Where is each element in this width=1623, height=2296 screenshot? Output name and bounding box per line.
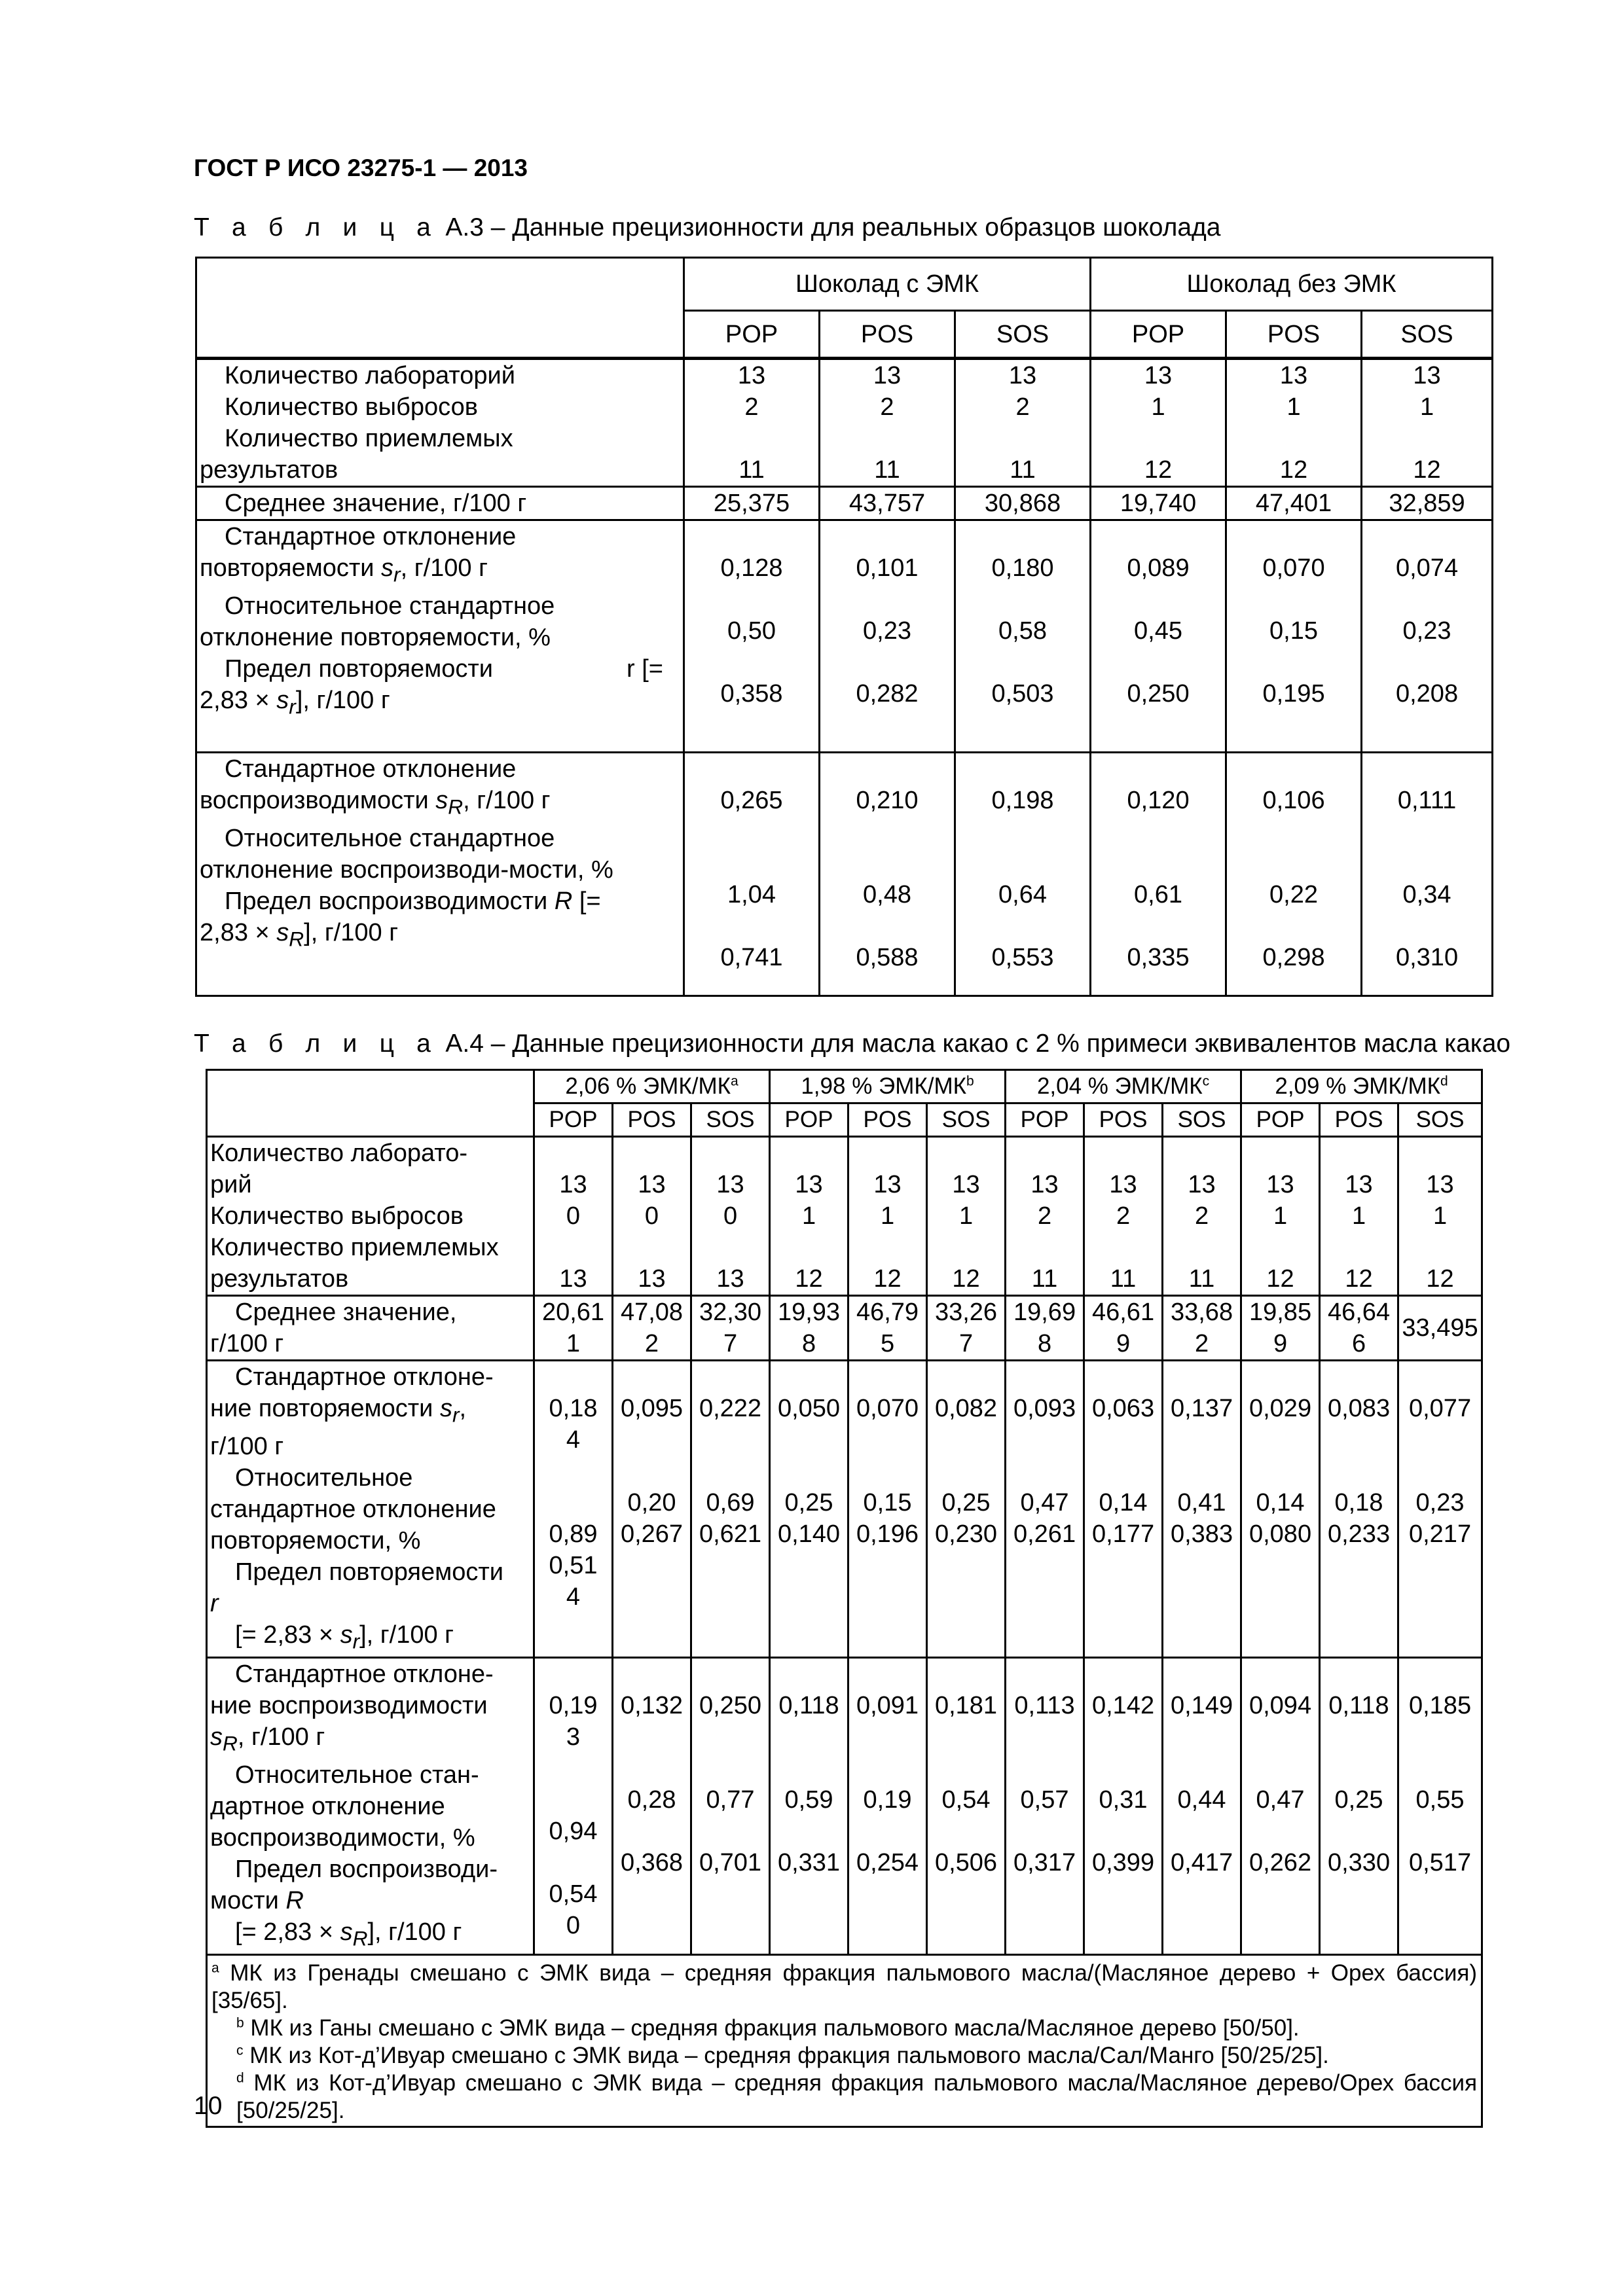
table-a3-column-header: POP xyxy=(1091,311,1226,359)
table-a4-footnotes-row xyxy=(207,1955,1482,2127)
table-a3-repeatability-labels xyxy=(196,520,684,753)
table-a3-cell: 0,074 0,23 0,208 xyxy=(1362,520,1493,753)
table-a3-cell: 0,198 0,64 0,553 xyxy=(955,753,1091,996)
table-a4-cell: 13 0 13 xyxy=(691,1137,770,1296)
table-a4-cell: 47,08 2 xyxy=(613,1296,691,1361)
table-a3-cell: 13 1 12 xyxy=(1362,359,1493,487)
table-a3-group-header: Шоколад с ЭМК xyxy=(684,258,1091,311)
footnote: $^a$ МК из Гренады смешано с ЭМК вида – средняя фракция пальмового масла/(Масляное дерево + Орех бассия) [35/65]. xyxy=(211,1960,1478,2014)
label-mean: Среднее значение, г/100 г xyxy=(196,487,684,520)
table-a4-cell: 0,118 0,59 0,331 xyxy=(770,1658,848,1955)
label-accepted-cont: результатов xyxy=(200,456,338,484)
table-a4-cell: 0,094 0,47 0,262 xyxy=(1241,1658,1320,1955)
table-a4-cell: 13 2 11 xyxy=(1006,1137,1084,1296)
table-a4-column-header: SOS xyxy=(1163,1103,1241,1137)
footnote: $^c$ МК из Кот-д’Ивуар смешано с ЭМК вида – средняя фракция пальмового масла/Сал/Манго [50/25/25]. xyxy=(236,2043,1329,2069)
table-a4-row-label: Среднее значение, г/100 г xyxy=(207,1296,534,1361)
table-a3-cell: 32,859 xyxy=(1362,487,1493,520)
table-a4-footnotes xyxy=(207,1955,1482,2127)
table-a3-mean-row xyxy=(196,487,1493,520)
document-header: ГОСТ Р ИСО 23275-1 — 2013 xyxy=(194,154,528,181)
table-a3-reproducibility-row xyxy=(196,753,1493,996)
table-a3-cell: 13 1 12 xyxy=(1091,359,1226,487)
table-a4-cell: 0,222 0,69 0,621 xyxy=(691,1361,770,1658)
label-sR-cont: воспроизводимости $s_R$, г/100 г xyxy=(200,787,551,819)
table-a4-cell: 0,077 0,23 0,217 xyxy=(1398,1361,1482,1658)
table-a4-cell: 0,118 0,25 0,330 xyxy=(1320,1658,1398,1955)
table-a4-column-header: SOS xyxy=(927,1103,1006,1137)
table-a3-repeatability-row xyxy=(196,520,1493,753)
table-a4-cell: 0,185 0,55 0,517 xyxy=(1398,1658,1482,1955)
table-a4-cell: 33,495 xyxy=(1398,1296,1482,1361)
table-a4-cell: 0,149 0,44 0,417 xyxy=(1163,1658,1241,1955)
label-R: Предел воспроизводимости R [= xyxy=(225,887,601,915)
table-a4-counts-row xyxy=(207,1137,1482,1296)
table-a4-group-header: 2,09 % ЭМК/$МК^d$ xyxy=(1241,1070,1482,1103)
table-a4-cell: 13 2 11 xyxy=(1163,1137,1241,1296)
table-a3-cell: 13 2 11 xyxy=(684,359,820,487)
table-a4-cell: 0,132 0,28 0,368 xyxy=(613,1658,691,1955)
table-a3-column-header: POP xyxy=(684,311,820,359)
table-a3-cell: 0,128 0,50 0,358 xyxy=(684,520,820,753)
table-a3-counts-labels xyxy=(196,359,684,487)
label-rsdr-cont: отклонение повторяемости, % xyxy=(200,623,551,651)
label-sR: Стандартное отклонение xyxy=(225,755,517,783)
table-a3-cell: 0,265 1,04 0,741 xyxy=(684,753,820,996)
label-r-cont: $2,83 \times s_r$], г/100 г xyxy=(200,686,390,719)
label-labs: Количество лабораторий xyxy=(225,362,515,389)
table-a3-group-header: Шоколад без ЭМК xyxy=(1091,258,1493,311)
table-a4-cell: 0,070 0,15 0,196 xyxy=(848,1361,927,1658)
table-a4-cell: 0,18 4 0,89 0,51 4 xyxy=(534,1361,613,1658)
table-a3-cell: 0,111 0,34 0,310 xyxy=(1362,753,1493,996)
table-a4-column-header: SOS xyxy=(691,1103,770,1137)
table-a3-cell: 19,740 xyxy=(1091,487,1226,520)
table-a4-column-header: POS xyxy=(613,1103,691,1137)
table-a3-counts-row xyxy=(196,359,1493,487)
table-a4-cell: 0,095 0,20 0,267 xyxy=(613,1361,691,1658)
table-a4-cell: 0,137 0,41 0,383 xyxy=(1163,1361,1241,1658)
table-a4-cell: 13 1 12 xyxy=(1320,1137,1398,1296)
table-a4-cell: 13 1 12 xyxy=(848,1137,927,1296)
table-a4-group-header: 1,98 % ЭМК/$МК^b$ xyxy=(770,1070,1006,1103)
label-rsdR-cont: отклонение воспроизводи-мости, % xyxy=(200,855,613,884)
table-a3-cell: 25,375 xyxy=(684,487,820,520)
label-sr-cont: повторяемости $s_r$, г/100 г xyxy=(200,554,488,586)
table-a4-column-header: SOS xyxy=(1398,1103,1482,1137)
table-a3-cell: 0,089 0,45 0,250 xyxy=(1091,520,1226,753)
table-a4-cell: 0,029 0,14 0,080 xyxy=(1241,1361,1320,1658)
table-a3-cell: 0,120 0,61 0,335 xyxy=(1091,753,1226,996)
table-a3-cell: 0,210 0,48 0,588 xyxy=(820,753,955,996)
table-a3-cell: 0,101 0,23 0,282 xyxy=(820,520,955,753)
table-a4-column-header: POP xyxy=(770,1103,848,1137)
table-a4-cell: 0,250 0,77 0,701 xyxy=(691,1658,770,1955)
table-a3-column-header: SOS xyxy=(955,311,1091,359)
table-a4-cell: 13 2 11 xyxy=(1084,1137,1163,1296)
table-a4-cell: 19,85 9 xyxy=(1241,1296,1320,1361)
table-a4-row-label: Количество лаборато- рий Количество выбросов Количество приемлемых результатов xyxy=(207,1137,534,1296)
table-a4-corner-cell xyxy=(207,1070,534,1137)
table-a3-reproducibility-labels xyxy=(196,753,684,996)
page-number: 10 xyxy=(194,2092,223,2120)
table-a4-cell: 46,64 6 xyxy=(1320,1296,1398,1361)
table-a3-cell: 0,070 0,15 0,195 xyxy=(1226,520,1362,753)
table-a4-row-label: Стандартное отклоне- ние повторяемости $s_r$, г/100 г Относительное стандартное отклонение повторяемости, % Предел повторяемости r [= $2,83 \times s_r$], г/100 г xyxy=(207,1361,534,1658)
table-a3-cell: 43,757 xyxy=(820,487,955,520)
table-a4-column-header: POP xyxy=(1241,1103,1320,1137)
table-a4-column-header: POP xyxy=(1006,1103,1084,1137)
table-a4-cell: 46,79 5 xyxy=(848,1296,927,1361)
table-a4-cell: 0,113 0,57 0,317 xyxy=(1006,1658,1084,1955)
table-a3-column-header: POS xyxy=(1226,311,1362,359)
label-r: Предел повторяемости r [= xyxy=(225,655,663,683)
table-a4-cell: 0,142 0,31 0,399 xyxy=(1084,1658,1163,1955)
table-a4-cell: 13 0 13 xyxy=(613,1137,691,1296)
table-a3-cell: 13 2 11 xyxy=(820,359,955,487)
table-a4-cell: 0,050 0,25 0,140 xyxy=(770,1361,848,1658)
label-R-cont: $2,83 \times s_R$], г/100 г xyxy=(200,918,399,951)
table-a4-cell: 13 1 12 xyxy=(770,1137,848,1296)
table-a4-group-header-row xyxy=(207,1070,1482,1103)
table-a4-column-header: POS xyxy=(848,1103,927,1137)
table-a4-cell: 0,082 0,25 0,230 xyxy=(927,1361,1006,1658)
table-a4-cell: 46,61 9 xyxy=(1084,1296,1163,1361)
label-rsdR: Относительное стандартное xyxy=(225,824,555,852)
table-a4-row-label: Стандартное отклоне- ние воспроизводимости $s_R$, г/100 г Относительное стан- дартное отклонение воспроизводимости, % Предел воспроизводи- мости R [= $2,83 \times s_R$], г/100 г xyxy=(207,1658,534,1955)
table-a4-cell: 33,68 2 xyxy=(1163,1296,1241,1361)
table-a4-cell: 19,69 8 xyxy=(1006,1296,1084,1361)
table-a4-cell: 0,181 0,54 0,506 xyxy=(927,1658,1006,1955)
table-a3-cell: 30,868 xyxy=(955,487,1091,520)
table-a4-column-header: POS xyxy=(1320,1103,1398,1137)
label-rsdr: Относительное стандартное xyxy=(225,592,555,620)
table-a4-reproducibility-row xyxy=(207,1658,1482,1955)
label-sr: Стандартное отклонение xyxy=(225,523,517,550)
footnote: $^b$ МК из Ганы смешано с ЭМК вида – средняя фракция пальмового масла/Масляное дерево [50/50]. xyxy=(236,2015,1300,2041)
table-a4-cell: 32,30 7 xyxy=(691,1296,770,1361)
table-a3-cell: 13 2 11 xyxy=(955,359,1091,487)
table-a3 xyxy=(195,257,1493,997)
table-a4-cell: 0,063 0,14 0,177 xyxy=(1084,1361,1163,1658)
table-a4-group-header: 2,04 % ЭМК/$МК^c$ xyxy=(1006,1070,1241,1103)
table-a4-column-header: POS xyxy=(1084,1103,1163,1137)
table-a4 xyxy=(206,1069,1483,2128)
label-outliers: Количество выбросов xyxy=(225,393,478,421)
table-a3-column-header: SOS xyxy=(1362,311,1493,359)
table-a4-column-header: POP xyxy=(534,1103,613,1137)
table-a4-cell: 20,61 1 xyxy=(534,1296,613,1361)
table-a3-cell: 47,401 xyxy=(1226,487,1362,520)
footnote: $^d$ МК из Кот-д’Ивуар смешано с ЭМК вида – средняя фракция пальмового масла/Масляное дерево/Орех бассия [50/25/25]. xyxy=(236,2070,1478,2124)
table-a3-cell: 0,180 0,58 0,503 xyxy=(955,520,1091,753)
label-accepted: Количество приемлемых xyxy=(225,425,513,452)
table-a4-cell: 0,091 0,19 0,254 xyxy=(848,1658,927,1955)
table-a4-cell: 0,093 0,47 0,261 xyxy=(1006,1361,1084,1658)
table-a4-mean-row xyxy=(207,1296,1482,1361)
table-a4-cell: 13 0 13 xyxy=(534,1137,613,1296)
table-a4-cell: 19,93 8 xyxy=(770,1296,848,1361)
table-a3-cell: 13 1 12 xyxy=(1226,359,1362,487)
table-a3-cell: 0,106 0,22 0,298 xyxy=(1226,753,1362,996)
table-a4-cell: 13 1 12 xyxy=(927,1137,1006,1296)
table-a4-group-header: 2,06 % ЭМК/$МК^a$ xyxy=(534,1070,770,1103)
table-a4-cell: 0,083 0,18 0,233 xyxy=(1320,1361,1398,1658)
table-a4-caption: Т а б л и ц а А.4 – Данные прецизионности для масла какао с 2 % примеси эквивалентов масла какао xyxy=(194,1030,1511,1058)
table-a3-caption: Т а б л и ц а А.3 – Данные прецизионности для реальных образцов шоколада xyxy=(194,213,1221,242)
table-a4-cell: 33,26 7 xyxy=(927,1296,1006,1361)
table-a4-cell: 0,19 3 0,94 0,54 0 xyxy=(534,1658,613,1955)
table-a3-group-header-row xyxy=(196,258,1493,311)
table-a3-column-header: POS xyxy=(820,311,955,359)
table-a3-corner-cell xyxy=(196,258,684,359)
table-a4-cell: 13 1 12 xyxy=(1398,1137,1482,1296)
table-a4-cell: 13 1 12 xyxy=(1241,1137,1320,1296)
table-a4-repeatability-row xyxy=(207,1361,1482,1658)
